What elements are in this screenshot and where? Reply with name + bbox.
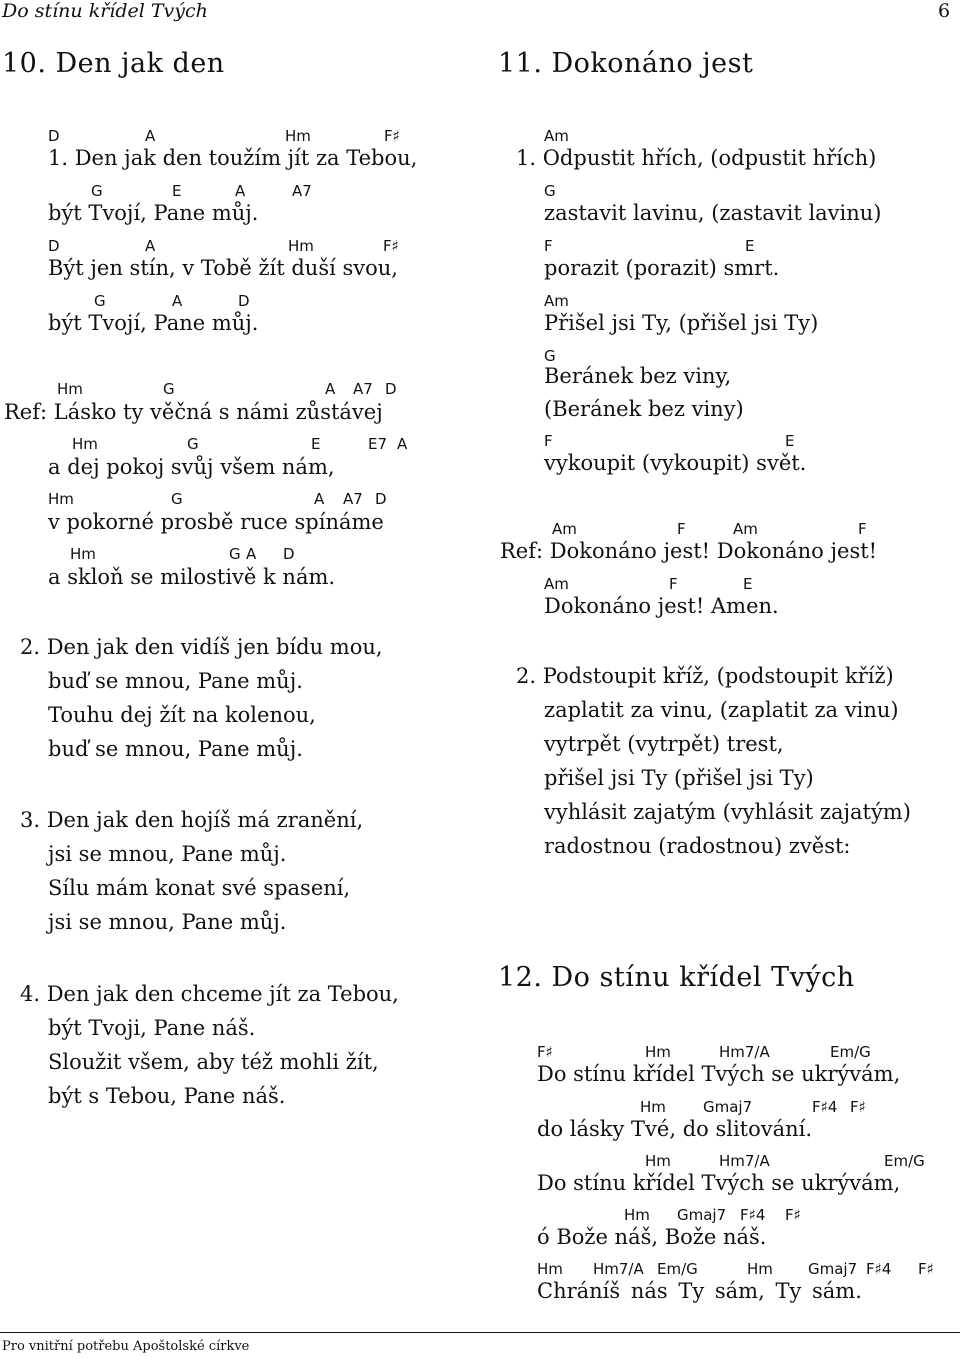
chord: Am xyxy=(544,127,569,145)
chord: A xyxy=(325,380,336,398)
chord: Gmaj7 xyxy=(677,1206,727,1224)
lyric-line: Ref: Dokonáno jest! Dokonáno jest! xyxy=(500,539,878,563)
chord: Hm xyxy=(747,1260,773,1278)
song-title-12: 12. Do stínu křídel Tvých xyxy=(498,962,855,993)
chord: E xyxy=(311,435,321,453)
chord: E xyxy=(745,237,755,255)
lyric-line: 3. Den jak den hojíš má zranění, xyxy=(20,808,364,832)
chord: D xyxy=(48,237,60,255)
lyric-line: přišel jsi Ty (přišel jsi Ty) xyxy=(544,766,814,790)
lyric-line: a dej pokoj svůj všem nám, xyxy=(48,455,335,479)
lyric-line: být Tvojí, Pane můj. xyxy=(48,201,259,225)
chord: G xyxy=(91,182,103,200)
lyric-line: Dokonáno jest! Amen. xyxy=(544,594,779,618)
lyric-line: 1. Den jak den toužím jít za Tebou, xyxy=(48,146,418,170)
lyric-line: porazit (porazit) smrt. xyxy=(544,256,780,280)
chord: A xyxy=(145,237,156,255)
lyric-line: Touhu dej žít na kolenou, xyxy=(48,703,316,727)
lyric-line: zaplatit za vinu, (zaplatit za vinu) xyxy=(544,698,899,722)
chord: G xyxy=(171,490,183,508)
chord: Gmaj7 xyxy=(808,1260,858,1278)
chord: Hm xyxy=(624,1206,650,1224)
chord: Hm xyxy=(537,1260,563,1278)
lyric-line: (Beránek bez viny) xyxy=(544,397,744,421)
lyric-line: Chráníš nás Ty sám, Ty sám. xyxy=(537,1279,862,1303)
lyric-line: vykoupit (vykoupit) svět. xyxy=(544,451,807,475)
chord: A xyxy=(314,490,325,508)
chord: Hm xyxy=(70,545,96,563)
lyric-line: vytrpět (vytrpět) trest, xyxy=(544,732,784,756)
chord: Hm7/A xyxy=(719,1152,770,1170)
lyric-line: Do stínu křídel Tvých se ukrývám, xyxy=(537,1062,901,1086)
chord: F xyxy=(544,432,553,450)
chord: A xyxy=(145,127,156,145)
lyric-line: zastavit lavinu, (zastavit lavinu) xyxy=(544,201,882,225)
chord: Em/G xyxy=(884,1152,925,1170)
lyric-line: 2. Den jak den vidíš jen bídu mou, xyxy=(20,635,383,659)
lyric-line: Přišel jsi Ty, (přišel jsi Ty) xyxy=(544,311,819,335)
chord: G xyxy=(544,182,556,200)
chord: F♯ xyxy=(383,237,399,255)
lyric-line: do lásky Tvé, do slitování. xyxy=(537,1117,813,1141)
chord: F♯ xyxy=(918,1260,934,1278)
lyric-line: vyhlásit zajatým (vyhlásit zajatým) xyxy=(544,800,911,824)
lyric-line: 4. Den jak den chceme jít za Tebou, xyxy=(20,982,399,1006)
lyric-line: Sloužit všem, aby též mohli žít, xyxy=(48,1050,379,1074)
lyric-line: Ref: Lásko ty věčná s námi zůstávej xyxy=(4,400,383,424)
chord: E xyxy=(785,432,795,450)
chord: F♯ xyxy=(850,1098,866,1116)
chord: Em/G xyxy=(657,1260,698,1278)
footer-text: Pro vnitřní potřebu Apoštolské církve xyxy=(2,1339,250,1354)
chord: F xyxy=(677,520,686,538)
lyric-line: Do stínu křídel Tvých se ukrývám, xyxy=(537,1171,901,1195)
chord: E xyxy=(743,575,753,593)
chord: F xyxy=(669,575,678,593)
chord: Hm xyxy=(48,490,74,508)
chord: Hm xyxy=(640,1098,666,1116)
chord: A xyxy=(235,182,246,200)
chord: F♯ xyxy=(785,1206,801,1224)
chord: Hm xyxy=(645,1043,671,1061)
chord: G xyxy=(544,347,556,365)
lyric-line: a skloň se milostivě k nám. xyxy=(48,565,336,589)
chord: D xyxy=(375,490,387,508)
chord: A xyxy=(397,435,408,453)
chord: Em/G xyxy=(830,1043,871,1061)
lyric-line: Sílu mám konat své spasení, xyxy=(48,876,351,900)
chord: Hm xyxy=(285,127,311,145)
chord: D xyxy=(48,127,60,145)
lyric-line: buď se mnou, Pane můj. xyxy=(48,669,303,693)
running-header-title: Do stínu křídel Tvých xyxy=(2,0,208,22)
chord: F xyxy=(544,237,553,255)
chord: Am xyxy=(552,520,577,538)
lyric-line: v pokorné prosbě ruce spínáme xyxy=(48,510,384,534)
chord: Am xyxy=(544,292,569,310)
chord: G xyxy=(163,380,175,398)
lyric-line: radostnou (radostnou) zvěst: xyxy=(544,834,851,858)
chord: Hm7/A xyxy=(593,1260,644,1278)
chord: Am xyxy=(733,520,758,538)
page-number: 6 xyxy=(938,0,951,22)
lyric-line: 1. Odpustit hřích, (odpustit hřích) xyxy=(516,146,877,170)
chord: D xyxy=(283,545,295,563)
chord: A xyxy=(172,292,183,310)
lyric-line: Beránek bez viny, xyxy=(544,364,732,388)
chord: G xyxy=(187,435,199,453)
song-title-11: 11. Dokonáno jest xyxy=(498,48,754,79)
chord: F♯ xyxy=(537,1043,553,1061)
chord: Hm7/A xyxy=(719,1043,770,1061)
chord: A xyxy=(246,545,257,563)
chord: Gmaj7 xyxy=(703,1098,753,1116)
lyric-line: jsi se mnou, Pane můj. xyxy=(48,842,287,866)
lyric-line: 2. Podstoupit kříž, (podstoupit kříž) xyxy=(516,664,894,688)
lyric-line: ó Bože náš, Bože náš. xyxy=(537,1225,767,1249)
chord: F♯ xyxy=(384,127,400,145)
footer-rule xyxy=(0,1332,960,1333)
chord: A7 xyxy=(343,490,363,508)
lyric-line: být Tvoji, Pane náš. xyxy=(48,1016,256,1040)
lyric-line: buď se mnou, Pane můj. xyxy=(48,737,303,761)
chord: Hm xyxy=(57,380,83,398)
chord: Hm xyxy=(288,237,314,255)
chord: D xyxy=(238,292,250,310)
chord: F♯4 xyxy=(740,1206,766,1224)
chord: G xyxy=(94,292,106,310)
lyric-line: být Tvojí, Pane můj. xyxy=(48,311,259,335)
lyric-line: jsi se mnou, Pane můj. xyxy=(48,910,287,934)
chord: D xyxy=(385,380,397,398)
chord: A7 xyxy=(292,182,312,200)
chord: F xyxy=(858,520,867,538)
lyric-line: Být jen stín, v Tobě žít duší svou, xyxy=(48,256,398,280)
lyric-line: být s Tebou, Pane náš. xyxy=(48,1084,286,1108)
chord: F♯4 xyxy=(866,1260,892,1278)
chord: E xyxy=(172,182,182,200)
chord: A7 xyxy=(353,380,373,398)
chord: G xyxy=(229,545,241,563)
chord: E7 xyxy=(368,435,388,453)
chord: Hm xyxy=(645,1152,671,1170)
chord: Hm xyxy=(72,435,98,453)
chord: Am xyxy=(544,575,569,593)
chord: F♯4 xyxy=(812,1098,838,1116)
song-title-10: 10. Den jak den xyxy=(2,48,225,79)
